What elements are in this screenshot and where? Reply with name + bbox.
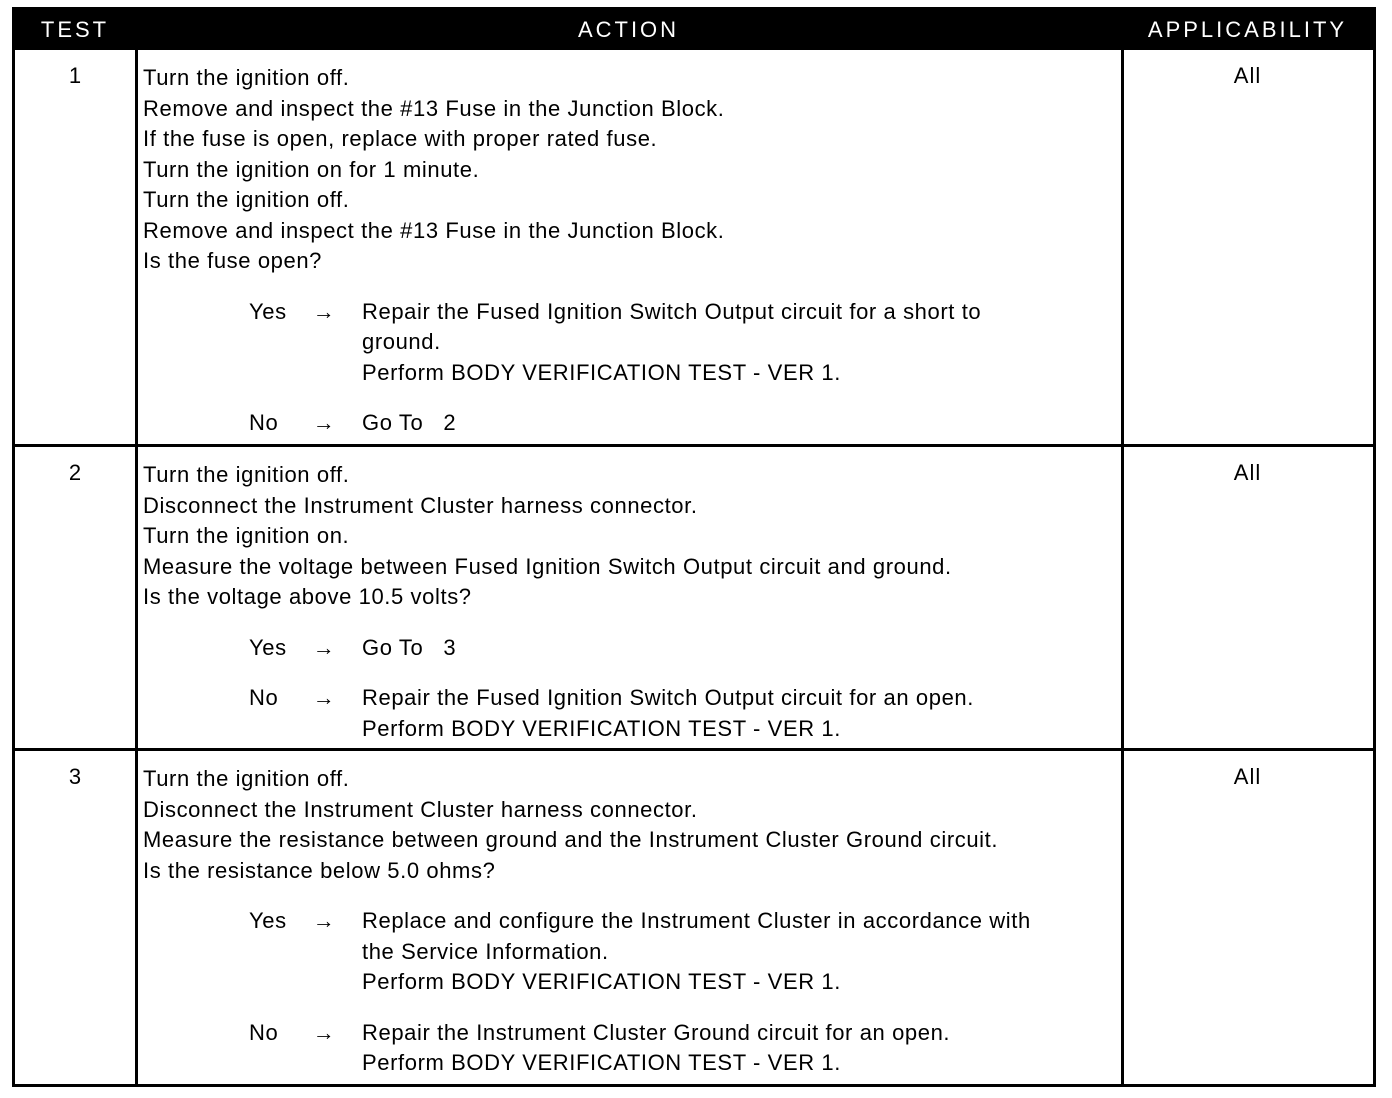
no-answer (143, 683, 1118, 744)
action-cell (143, 460, 1118, 744)
yes-answer (143, 633, 1118, 664)
action-step: Turn the ignition off. (143, 462, 350, 487)
action-step: Remove and inspect the #13 Fuse in the Junction Block. (143, 217, 725, 243)
applicability-value: All (1233, 63, 1262, 88)
answer-text (362, 683, 1118, 744)
answer-line: Repair the Fused Ignition Switch Output circuit for a short to (362, 298, 982, 324)
goto-link[interactable]: Go To 2 (362, 410, 457, 435)
no-label: No (249, 410, 279, 435)
right-arrow-icon: → (312, 410, 336, 435)
action-step: Turn the ignition on for 1 minute. (143, 156, 480, 182)
action-question: Is the voltage above 10.5 volts? (143, 584, 472, 609)
no-label: No (249, 685, 279, 710)
goto-link[interactable]: Go To 3 (362, 634, 457, 660)
action-step: If the fuse is open, replace with proper rated fuse. (143, 126, 658, 151)
action-question: Is the resistance below 5.0 ohms? (143, 857, 496, 883)
table-row (15, 447, 1373, 748)
action-question: Is the fuse open? (143, 248, 322, 273)
answer-line: Repair the Fused Ignition Switch Output circuit for an open. (362, 685, 974, 710)
right-arrow-icon: → (312, 634, 336, 660)
action-step: Disconnect the Instrument Cluster harness connector. (143, 796, 698, 822)
test-number: 1 (68, 63, 82, 88)
action-step: Remove and inspect the #13 Fuse in the Junction Block. (143, 95, 725, 121)
test-number: 2 (68, 460, 82, 485)
right-arrow-icon: → (312, 685, 336, 710)
answer-text (362, 906, 1118, 998)
action-cell (143, 63, 1118, 439)
answer-line: ground. (362, 329, 441, 354)
right-arrow-icon: → (312, 298, 336, 324)
right-arrow-icon: → (312, 908, 336, 933)
header-applicability: APPLICABILITY (1147, 17, 1348, 42)
answer-text (362, 633, 1118, 664)
action-step: Measure the voltage between Fused Ignition Switch Output circuit and ground. (143, 553, 952, 579)
header-test: TEST (40, 17, 110, 42)
header-action: ACTION (577, 17, 680, 42)
action-step: Measure the resistance between ground and the Instrument Cluster Ground circuit. (143, 827, 999, 852)
action-cell (143, 764, 1118, 1079)
answer-line: Perform BODY VERIFICATION TEST - VER 1. (362, 1050, 841, 1075)
answer-line: Perform BODY VERIFICATION TEST - VER 1. (362, 359, 841, 385)
yes-label: Yes (249, 908, 287, 933)
answer-line: Replace and configure the Instrument Cluster in accordance with (362, 908, 1031, 933)
diagnostic-test-table (12, 7, 1376, 1087)
table-header (15, 10, 1373, 50)
yes-answer (143, 906, 1118, 998)
table-row (15, 50, 1373, 444)
yes-label: Yes (249, 298, 287, 324)
no-label: No (249, 1019, 279, 1045)
answer-text (362, 1018, 1118, 1079)
answer-line: Repair the Instrument Cluster Ground circuit for an open. (362, 1019, 951, 1045)
answer-line: the Service Information. (362, 938, 609, 964)
answer-line: Perform BODY VERIFICATION TEST - VER 1. (362, 715, 841, 741)
action-step: Turn the ignition off. (143, 65, 350, 90)
no-answer (143, 408, 1118, 439)
answer-text (362, 297, 1118, 389)
yes-label: Yes (249, 634, 287, 660)
applicability-value: All (1233, 460, 1262, 485)
table-row (15, 751, 1373, 1084)
right-arrow-icon: → (312, 1019, 336, 1045)
no-answer (143, 1018, 1118, 1079)
test-number: 3 (68, 764, 82, 789)
action-step: Turn the ignition off. (143, 766, 350, 791)
action-step: Disconnect the Instrument Cluster harness connector. (143, 492, 698, 518)
yes-answer (143, 297, 1118, 389)
action-step: Turn the ignition off. (143, 187, 350, 212)
action-step: Turn the ignition on. (143, 523, 350, 548)
answer-text (362, 408, 1118, 439)
answer-line: Perform BODY VERIFICATION TEST - VER 1. (362, 969, 841, 994)
applicability-value: All (1233, 764, 1262, 789)
